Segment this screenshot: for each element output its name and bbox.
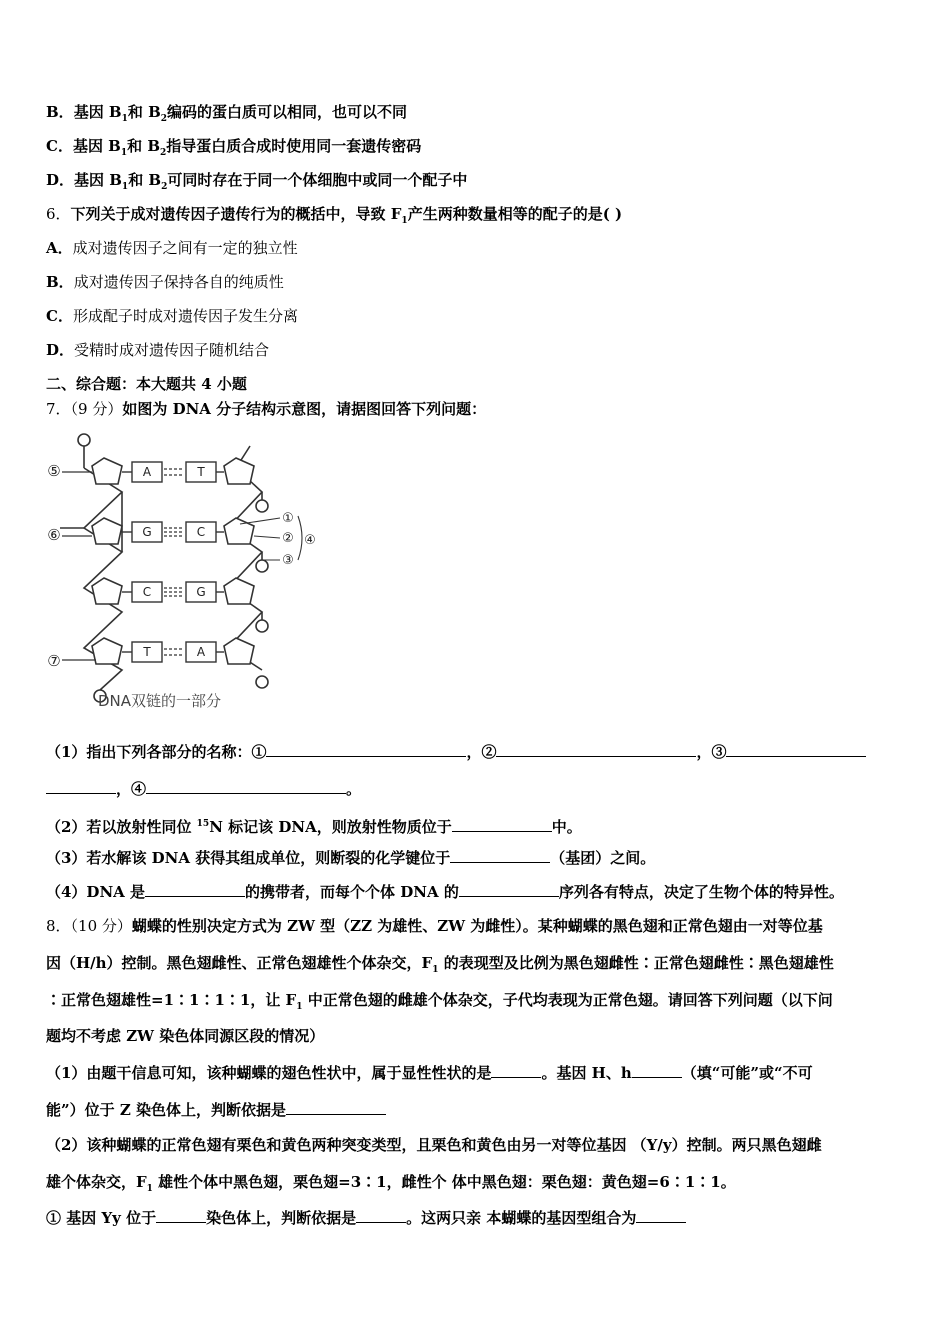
- base-left-1: A: [142, 465, 152, 479]
- base-left-3: C: [142, 585, 152, 599]
- q8-stem-line4: 题均不考虑 ZW 染色体同源区段的情况）: [46, 1027, 325, 1045]
- q5-option-c: C．基因 $B_1$和 $B_2$指导蛋白质合成时使用同一套遗传密码: [46, 137, 422, 158]
- q6-option-b: B．成对遗传因子保持各自的纯质性: [46, 273, 284, 291]
- q6-stem: 6．下列关于成对遗传因子遗传行为的概括中，导致 $F_1$产生两种数量相等的配子的是( ): [46, 205, 623, 226]
- q7-sub1-line2: ，④ 。: [46, 779, 908, 799]
- blank-4[interactable]: [146, 779, 346, 794]
- q7-sub2: （2）若以放射性同位 $^{15}$N 标记该 DNA，则放射性物质位于 中。: [46, 818, 582, 836]
- marker-1: ①: [282, 511, 294, 526]
- blank-14[interactable]: [636, 1208, 686, 1223]
- q8-stem-line2: 因（H/h）控制。黑色翅雌性、正常色翅雄性个体杂交，$F_1$ 的表现型及比例为黑色翅雌性∶正常色翅雌性∶黑色翅雄性: [46, 954, 834, 975]
- blank-5[interactable]: [452, 817, 552, 832]
- q8-stem-line3: ∶正常色翅雄性=1∶1∶1∶1，让 $F_1$ 中正常色翅的雌雄个体杂交，子代均表现为正常色翅。请回答下列问题（以下问: [46, 991, 833, 1012]
- marker-2: ②: [282, 531, 294, 546]
- blank-8[interactable]: [459, 882, 559, 897]
- marker-7: ⑦: [47, 652, 61, 670]
- q7-stem: 7．（9 分）如图为 DNA 分子结构示意图，请据图回答下列问题：: [46, 400, 487, 418]
- blank-3-cont[interactable]: [46, 779, 116, 794]
- q8-sub2-line2: 雄个体杂交，$F_1$ 雄性个体中黑色翅，栗色翅=3∶1，雌性个 体中黑色翅：栗色翅：黄色翅=6∶1∶1。: [46, 1173, 736, 1194]
- q6-option-a: A．成对遗传因子之间有一定的独立性: [46, 239, 298, 257]
- marker-5: ⑤: [47, 462, 61, 480]
- q8-sub1-line1: （1）由题干信息可知，该种蝴蝶的翅色性状中，属于显性性状的是 。基因 H、h （填“可能”或“不可: [46, 1064, 813, 1082]
- base-right-1: T: [197, 465, 205, 479]
- base-left-2: G: [142, 525, 152, 539]
- section-title: 二、综合题：本大题共 4 小题: [46, 375, 247, 393]
- q7-sub4: （4）DNA 是 的携带者，而每个个体 DNA 的 序列各有特点，决定了生物个体的特异性。: [46, 883, 844, 901]
- q7-sub3: （3）若水解该 DNA 获得其组成单位，则断裂的化学键位于 （基团）之间。: [46, 849, 656, 867]
- q8-sub1-line2: 能”）位于 Z 染色体上，判断依据是: [46, 1100, 908, 1120]
- blank-3[interactable]: [726, 742, 866, 757]
- q7-sub1-line1: （1）指出下列各部分的名称：① ，② ，③: [46, 742, 908, 762]
- q6-option-d: D．受精时成对遗传因子随机结合: [46, 341, 270, 359]
- blank-12[interactable]: [156, 1208, 206, 1223]
- q5-option-b: B．基因 $B_1$和 $B_2$编码的蛋白质可以相同，也可以不同: [46, 103, 408, 124]
- marker-6: ⑥: [47, 526, 61, 544]
- blank-2[interactable]: [496, 742, 696, 757]
- blank-10[interactable]: [632, 1063, 682, 1078]
- base-right-3: G: [196, 585, 206, 599]
- q5-option-d: D．基因 $B_1$和 $B_2$可同时存在于同一个体细胞中或同一个配子中: [46, 171, 468, 192]
- blank-6[interactable]: [450, 848, 550, 863]
- blank-11[interactable]: [286, 1100, 386, 1115]
- base-right-2: C: [196, 525, 206, 539]
- q6-option-c: C．形成配子时成对遗传因子发生分离: [46, 307, 298, 325]
- figure-caption: DNA双链的一部分: [98, 692, 222, 710]
- base-left-4: T: [143, 645, 151, 659]
- dna-structure-figure: [40, 428, 340, 718]
- blank-7[interactable]: [145, 882, 245, 897]
- q8-sub2-line1: （2）该种蝴蝶的正常色翅有栗色和黄色两种突变类型，且栗色和黄色由另一对等位基因 （Y/y）控制。两只黑色翅雌: [46, 1136, 822, 1154]
- blank-1[interactable]: [266, 742, 466, 757]
- base-right-4: A: [196, 645, 206, 659]
- blank-13[interactable]: [356, 1208, 406, 1223]
- q8-stem-line1: 8．（10 分）蝴蝶的性别决定方式为 ZW 型（ZZ 为雄性、ZW 为雌性）。某种蝴蝶的黑色翅和正常色翅由一对等位基: [46, 917, 823, 935]
- blank-9[interactable]: [491, 1063, 541, 1078]
- marker-3: ③: [282, 553, 294, 568]
- marker-4: ④: [304, 533, 316, 548]
- q8-sub2-line3: ① 基因 Yy 位于 染色体上，判断依据是 。这两只亲 本蝴蝶的基因型组合为: [46, 1208, 908, 1228]
